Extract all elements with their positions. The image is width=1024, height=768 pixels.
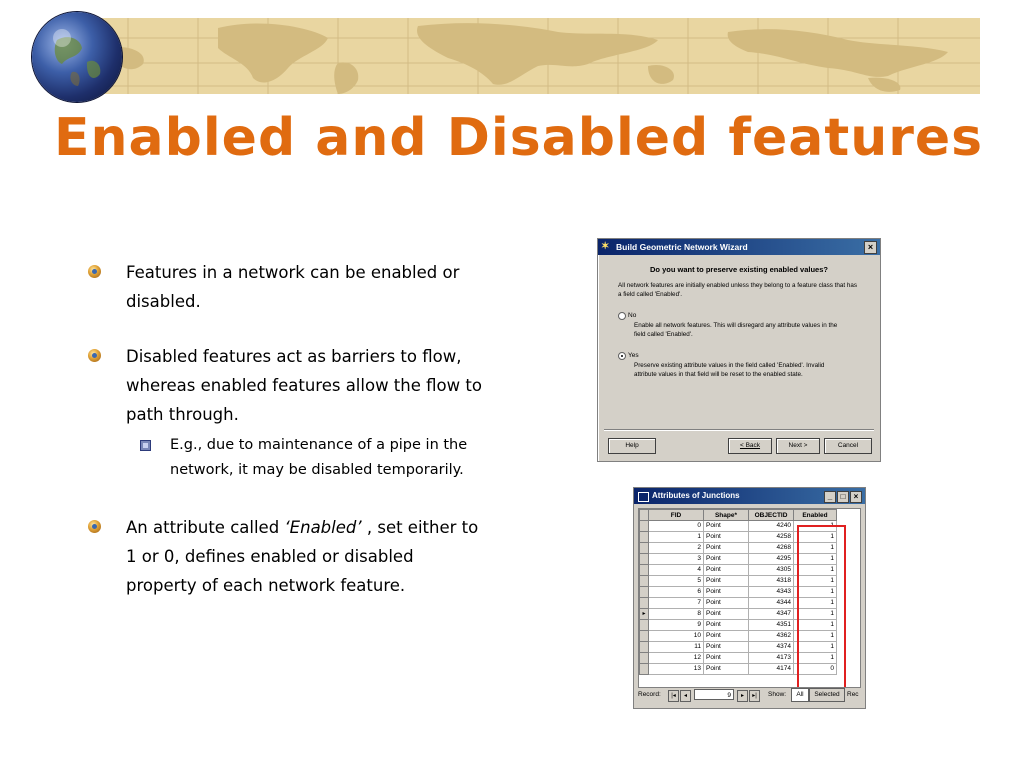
cell-fid[interactable]: 8 (649, 609, 704, 620)
row-selector[interactable] (640, 587, 649, 598)
cell-objectid[interactable]: 4351 (749, 620, 794, 631)
bullet-item (86, 513, 486, 600)
next-button[interactable]: Next > (776, 438, 820, 454)
bullet-text: Disabled features act as barriers to flow, whereas enabled features allow the flow to path through. (126, 347, 482, 424)
cell-objectid[interactable]: 4173 (749, 653, 794, 664)
radio-yes-label: Yes (628, 352, 639, 359)
record-navigator (638, 688, 863, 702)
cell-enabled[interactable]: 1 (794, 620, 837, 631)
cell-fid[interactable]: 9 (649, 620, 704, 631)
cell-objectid[interactable]: 4305 (749, 565, 794, 576)
cell-enabled[interactable]: 1 (794, 653, 837, 664)
bullet-icon (88, 349, 101, 362)
column-header-objectid[interactable]: OBJECTID (749, 510, 794, 521)
wizard-title: Build Geometric Network Wizard (616, 242, 748, 252)
enabled-column-highlight (797, 525, 846, 688)
wizard-question: Do you want to preserve existing enabled values? (650, 265, 828, 274)
wizard-intro: All network features are initially enabled unless they belong to a feature class that has a field called 'Enabled'. (618, 282, 858, 298)
records-label: Rec (847, 691, 859, 698)
cell-enabled[interactable]: 1 (794, 642, 837, 653)
cell-enabled[interactable]: 1 (794, 576, 837, 587)
cell-objectid[interactable]: 4362 (749, 631, 794, 642)
sub-bullet-text: E.g., due to maintenance of a pipe in the network, it may be disabled temporarily. (170, 437, 468, 478)
slide-title: Enabled and Disabled features (54, 108, 984, 168)
cell-shape[interactable]: Point (704, 521, 749, 532)
column-header-fid[interactable]: FID (649, 510, 704, 521)
globe-icon (32, 12, 122, 102)
row-selector[interactable] (640, 521, 649, 532)
cell-shape[interactable]: Point (704, 653, 749, 664)
table-icon (638, 492, 649, 502)
cell-shape[interactable]: Point (704, 565, 749, 576)
row-selector[interactable] (640, 554, 649, 565)
first-record-button[interactable]: |◂ (668, 690, 679, 702)
attributes-title: Attributes of Junctions (652, 491, 740, 500)
minimize-button[interactable]: _ (824, 491, 836, 503)
bullet-text: An attribute called (126, 518, 280, 537)
back-button[interactable]: < Back (728, 438, 772, 454)
cell-objectid[interactable]: 4174 (749, 664, 794, 675)
cell-objectid[interactable]: 4347 (749, 609, 794, 620)
cell-shape[interactable]: Point (704, 532, 749, 543)
radio-option-yes[interactable] (618, 352, 880, 359)
cell-fid[interactable]: 3 (649, 554, 704, 565)
cell-fid[interactable]: 6 (649, 587, 704, 598)
last-record-button[interactable]: ▸| (749, 690, 760, 702)
cell-enabled[interactable]: 1 (794, 587, 837, 598)
cell-objectid[interactable]: 4343 (749, 587, 794, 598)
bullet-text-italic: ‘Enabled’ (284, 518, 362, 537)
cell-shape[interactable]: Point (704, 664, 749, 675)
world-map-graphic (88, 18, 980, 94)
bullet-text: Features in a network can be enabled or disabled. (126, 263, 460, 311)
cell-fid[interactable]: 0 (649, 521, 704, 532)
radio-no[interactable] (618, 312, 626, 320)
table-header-row (640, 510, 837, 521)
cell-shape[interactable]: Point (704, 609, 749, 620)
close-button[interactable]: × (864, 241, 877, 254)
cell-enabled[interactable]: 1 (794, 554, 837, 565)
cell-fid[interactable]: 13 (649, 664, 704, 675)
cell-shape[interactable]: Point (704, 642, 749, 653)
cell-enabled[interactable]: 0 (794, 664, 837, 675)
prev-record-button[interactable]: ◂ (680, 690, 691, 702)
cell-objectid[interactable]: 4344 (749, 598, 794, 609)
wizard-dialog (597, 238, 881, 462)
maximize-button[interactable]: □ (837, 491, 849, 503)
row-selector[interactable] (640, 653, 649, 664)
cell-shape[interactable]: Point (704, 631, 749, 642)
record-label: Record: (638, 691, 661, 698)
bullet-item (86, 342, 486, 429)
cell-objectid[interactable]: 4258 (749, 532, 794, 543)
cell-objectid[interactable]: 4268 (749, 543, 794, 554)
cell-shape[interactable]: Point (704, 620, 749, 631)
wizard-sparkle-icon: ✶ (601, 241, 610, 252)
cell-objectid[interactable]: 4374 (749, 642, 794, 653)
show-all-button[interactable]: All (791, 688, 809, 702)
option-no-description: Enable all network features. This will disregard any attribute values in the field called 'Enabled'. (634, 322, 838, 338)
radio-option-no[interactable] (618, 312, 880, 319)
row-selector[interactable] (640, 543, 649, 554)
option-yes-description: Preserve existing attribute values in the field called 'Enabled'. Invalid attribute values in that field will be reset to the enabled state. (634, 362, 825, 378)
cell-fid[interactable]: 7 (649, 598, 704, 609)
attributes-titlebar[interactable] (634, 488, 865, 504)
cell-fid[interactable]: 12 (649, 653, 704, 664)
bullet-icon (88, 265, 101, 278)
attributes-window (633, 487, 866, 709)
row-selector-header (640, 510, 649, 521)
sub-bullet-icon (140, 440, 151, 451)
cell-shape[interactable]: Point (704, 543, 749, 554)
row-selector[interactable] (640, 631, 649, 642)
radio-no-label: No (628, 312, 637, 319)
row-selector[interactable] (640, 532, 649, 543)
bullet-icon (88, 520, 101, 533)
row-selector[interactable] (640, 664, 649, 675)
row-selector[interactable]: ▸ (640, 609, 649, 620)
bullet-item (86, 258, 486, 316)
column-header-shape[interactable]: Shape* (704, 510, 749, 521)
radio-yes[interactable] (618, 352, 626, 360)
bullet-list (86, 258, 486, 626)
show-selected-button[interactable]: Selected (809, 688, 845, 702)
wizard-titlebar[interactable] (598, 239, 880, 255)
cell-enabled[interactable]: 1 (794, 543, 837, 554)
cell-fid[interactable]: 2 (649, 543, 704, 554)
divider (604, 429, 874, 431)
next-record-button[interactable]: ▸ (737, 690, 748, 702)
globe-logo (32, 12, 122, 102)
row-selector[interactable] (640, 620, 649, 631)
cell-enabled[interactable]: 1 (794, 532, 837, 543)
cell-shape[interactable]: Point (704, 598, 749, 609)
attribute-grid[interactable] (638, 508, 861, 688)
cell-enabled[interactable]: 1 (794, 521, 837, 532)
record-number-input[interactable]: 9 (694, 689, 734, 700)
bullet-text: , set either to 1 or 0, defines enabled or disabled property of each network feature. (126, 518, 479, 595)
cell-objectid[interactable]: 4318 (749, 576, 794, 587)
cell-shape[interactable]: Point (704, 554, 749, 565)
cell-enabled[interactable]: 1 (794, 598, 837, 609)
row-selector[interactable] (640, 565, 649, 576)
row-selector[interactable] (640, 642, 649, 653)
cell-fid[interactable]: 11 (649, 642, 704, 653)
cell-shape[interactable]: Point (704, 587, 749, 598)
cell-shape[interactable]: Point (704, 576, 749, 587)
cell-fid[interactable]: 1 (649, 532, 704, 543)
cell-fid[interactable]: 4 (649, 565, 704, 576)
show-label: Show: (768, 691, 787, 698)
cell-fid[interactable]: 5 (649, 576, 704, 587)
row-selector[interactable] (640, 598, 649, 609)
cell-enabled[interactable]: 1 (794, 609, 837, 620)
cancel-button[interactable]: Cancel (824, 438, 872, 454)
column-header-enabled[interactable]: Enabled (794, 510, 837, 521)
help-button[interactable]: Help (608, 438, 656, 454)
cell-enabled[interactable]: 1 (794, 631, 837, 642)
cell-enabled[interactable]: 1 (794, 565, 837, 576)
row-selector[interactable] (640, 576, 649, 587)
cell-objectid[interactable]: 4295 (749, 554, 794, 565)
close-button[interactable]: × (850, 491, 862, 503)
cell-fid[interactable]: 10 (649, 631, 704, 642)
sub-bullet-item (130, 433, 486, 483)
header-banner (88, 18, 980, 94)
cell-objectid[interactable]: 4240 (749, 521, 794, 532)
